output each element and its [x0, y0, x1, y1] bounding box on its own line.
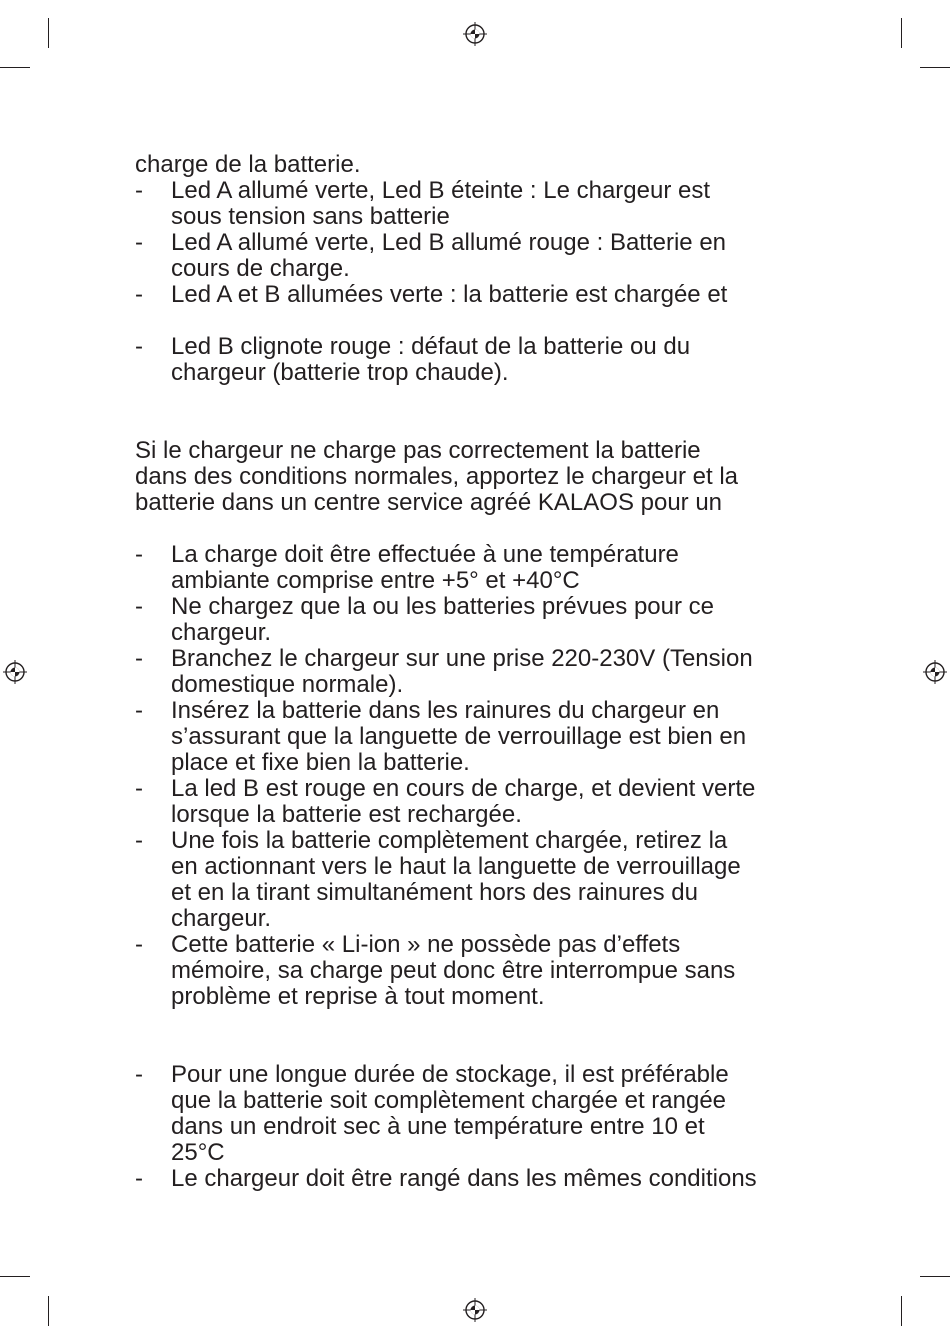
service-paragraph [135, 438, 825, 516]
crop-mark-bottom-right-horizontal [920, 1276, 950, 1277]
bullet: - [135, 697, 143, 724]
instructions-list [135, 542, 825, 1010]
list-item-text: Led A allumé verte, Led B allumé rouge : Batterie en cours de charge. [171, 229, 727, 282]
list-item-text: Insérez la batterie dans les rainures du chargeur en s’assurant que la languette de verrouillage est bien en place et fixe bien la batterie. [171, 697, 747, 776]
list-item [135, 698, 825, 776]
registration-mark-icon [3, 660, 27, 684]
bullet: - [135, 541, 143, 568]
list-item [135, 230, 825, 282]
list-item [135, 776, 825, 828]
bullet: - [135, 931, 143, 958]
crop-mark-top-left-vertical [48, 18, 49, 48]
registration-mark-icon [463, 22, 487, 46]
crop-mark-bottom-left-vertical [48, 1296, 49, 1326]
bullet: - [135, 177, 143, 204]
crop-mark-top-left-horizontal [0, 67, 30, 68]
bullet: - [135, 1061, 143, 1088]
crop-mark-top-right-vertical [901, 18, 902, 48]
bullet: - [135, 775, 143, 802]
intro-tail: charge de la batterie. [135, 151, 361, 178]
paragraph-line: dans des conditions normales, apportez le chargeur et la [135, 463, 739, 490]
bullet: - [135, 333, 143, 360]
list-item [135, 334, 825, 386]
list-item-text: La charge doit être effectuée à une température ambiante comprise entre +5° et +40°C [171, 541, 679, 594]
list-item-text: Pour une longue durée de stockage, il est préférable que la batterie soit complètement chargée et rangée dans un endroit sec à une température entre 10 et 25°C [171, 1061, 729, 1166]
list-item-text: Branchez le chargeur sur une prise 220-230V (Tension domestique normale). [171, 645, 753, 698]
list-item [135, 282, 825, 308]
list-item-text: Led A et B allumées verte : la batterie est chargée et [171, 281, 728, 308]
bullet: - [135, 229, 143, 256]
list-item-text: Led A allumé verte, Led B éteinte : Le chargeur est sous tension sans batterie [171, 177, 711, 230]
list-item [135, 594, 825, 646]
list-item-text: La led B est rouge en cours de charge, et devient verte lorsque la batterie est rechargée. [171, 775, 756, 828]
paragraph-line: batterie dans un centre service agréé KALAOS pour un [135, 489, 723, 516]
crop-mark-top-right-horizontal [920, 67, 950, 68]
crop-mark-bottom-right-vertical [901, 1296, 902, 1326]
list-item [135, 646, 825, 698]
list-item [135, 542, 825, 594]
list-item-text: Le chargeur doit être rangé dans les mêmes conditions [171, 1165, 757, 1192]
bullet: - [135, 281, 143, 308]
list-item [135, 178, 825, 230]
list-item [135, 1062, 825, 1166]
bullet: - [135, 1165, 143, 1192]
body-text [135, 152, 825, 1192]
bullet: - [135, 827, 143, 854]
led-status-list [135, 178, 825, 386]
list-item [135, 828, 825, 932]
list-item-text: Cette batterie « Li-ion » ne possède pas d’effets mémoire, sa charge peut donc être interrompue sans problème et reprise à tout moment. [171, 931, 736, 1010]
paragraph-line: Si le chargeur ne charge pas correctement la batterie [135, 437, 701, 464]
list-item [135, 1166, 825, 1192]
list-item-text: Ne chargez que la ou les batteries prévues pour ce chargeur. [171, 593, 714, 646]
storage-list [135, 1062, 825, 1192]
list-item-text: Led B clignote rouge : défaut de la batterie ou du chargeur (batterie trop chaude). [171, 333, 691, 386]
crop-mark-bottom-left-horizontal [0, 1276, 30, 1277]
bullet: - [135, 593, 143, 620]
bullet: - [135, 645, 143, 672]
registration-mark-icon [463, 1298, 487, 1322]
list-item-text: Une fois la batterie complètement chargée, retirez la en actionnant vers le haut la languette de verrouillage et en la tirant simultanément hors des rainures du chargeur. [171, 827, 741, 932]
registration-mark-icon [923, 660, 947, 684]
list-item [135, 932, 825, 1010]
